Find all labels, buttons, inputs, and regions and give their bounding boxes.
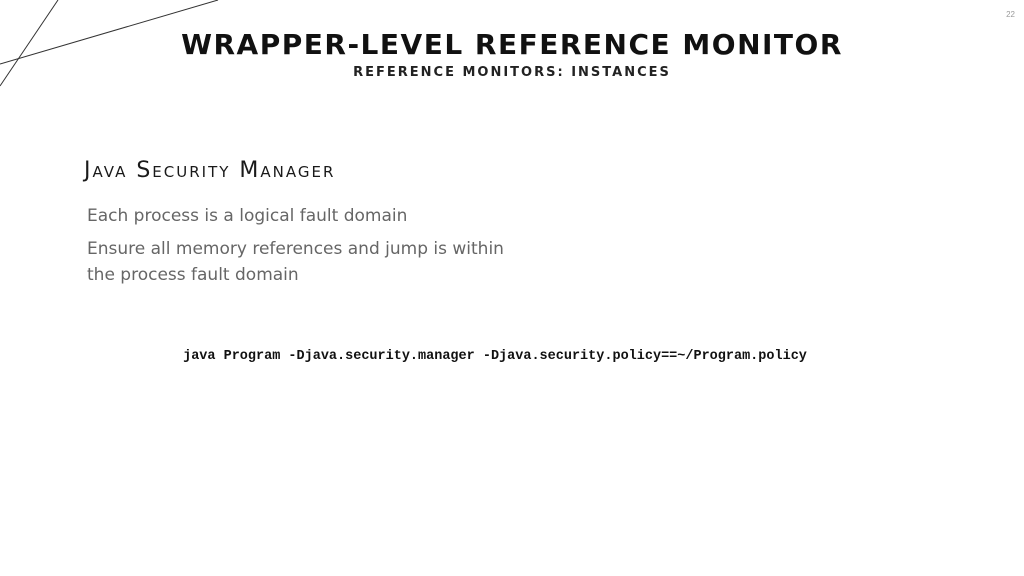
- slide-title: WRAPPER-LEVEL REFERENCE MONITOR: [181, 28, 843, 61]
- section-heading: Java Security Manager: [84, 158, 336, 183]
- bullet-list: [87, 203, 507, 295]
- code-command: java Program -Djava.security.manager -Djava.security.policy==~/Program.policy: [183, 349, 807, 364]
- slide-subtitle: REFERENCE MONITORS: INSTANCES: [353, 65, 671, 80]
- page-number: 22: [1006, 10, 1015, 19]
- bullet-item: Each process is a logical fault domain: [87, 206, 408, 226]
- bullet-item: Ensure all memory references and jump is within the process fault domain: [87, 239, 504, 285]
